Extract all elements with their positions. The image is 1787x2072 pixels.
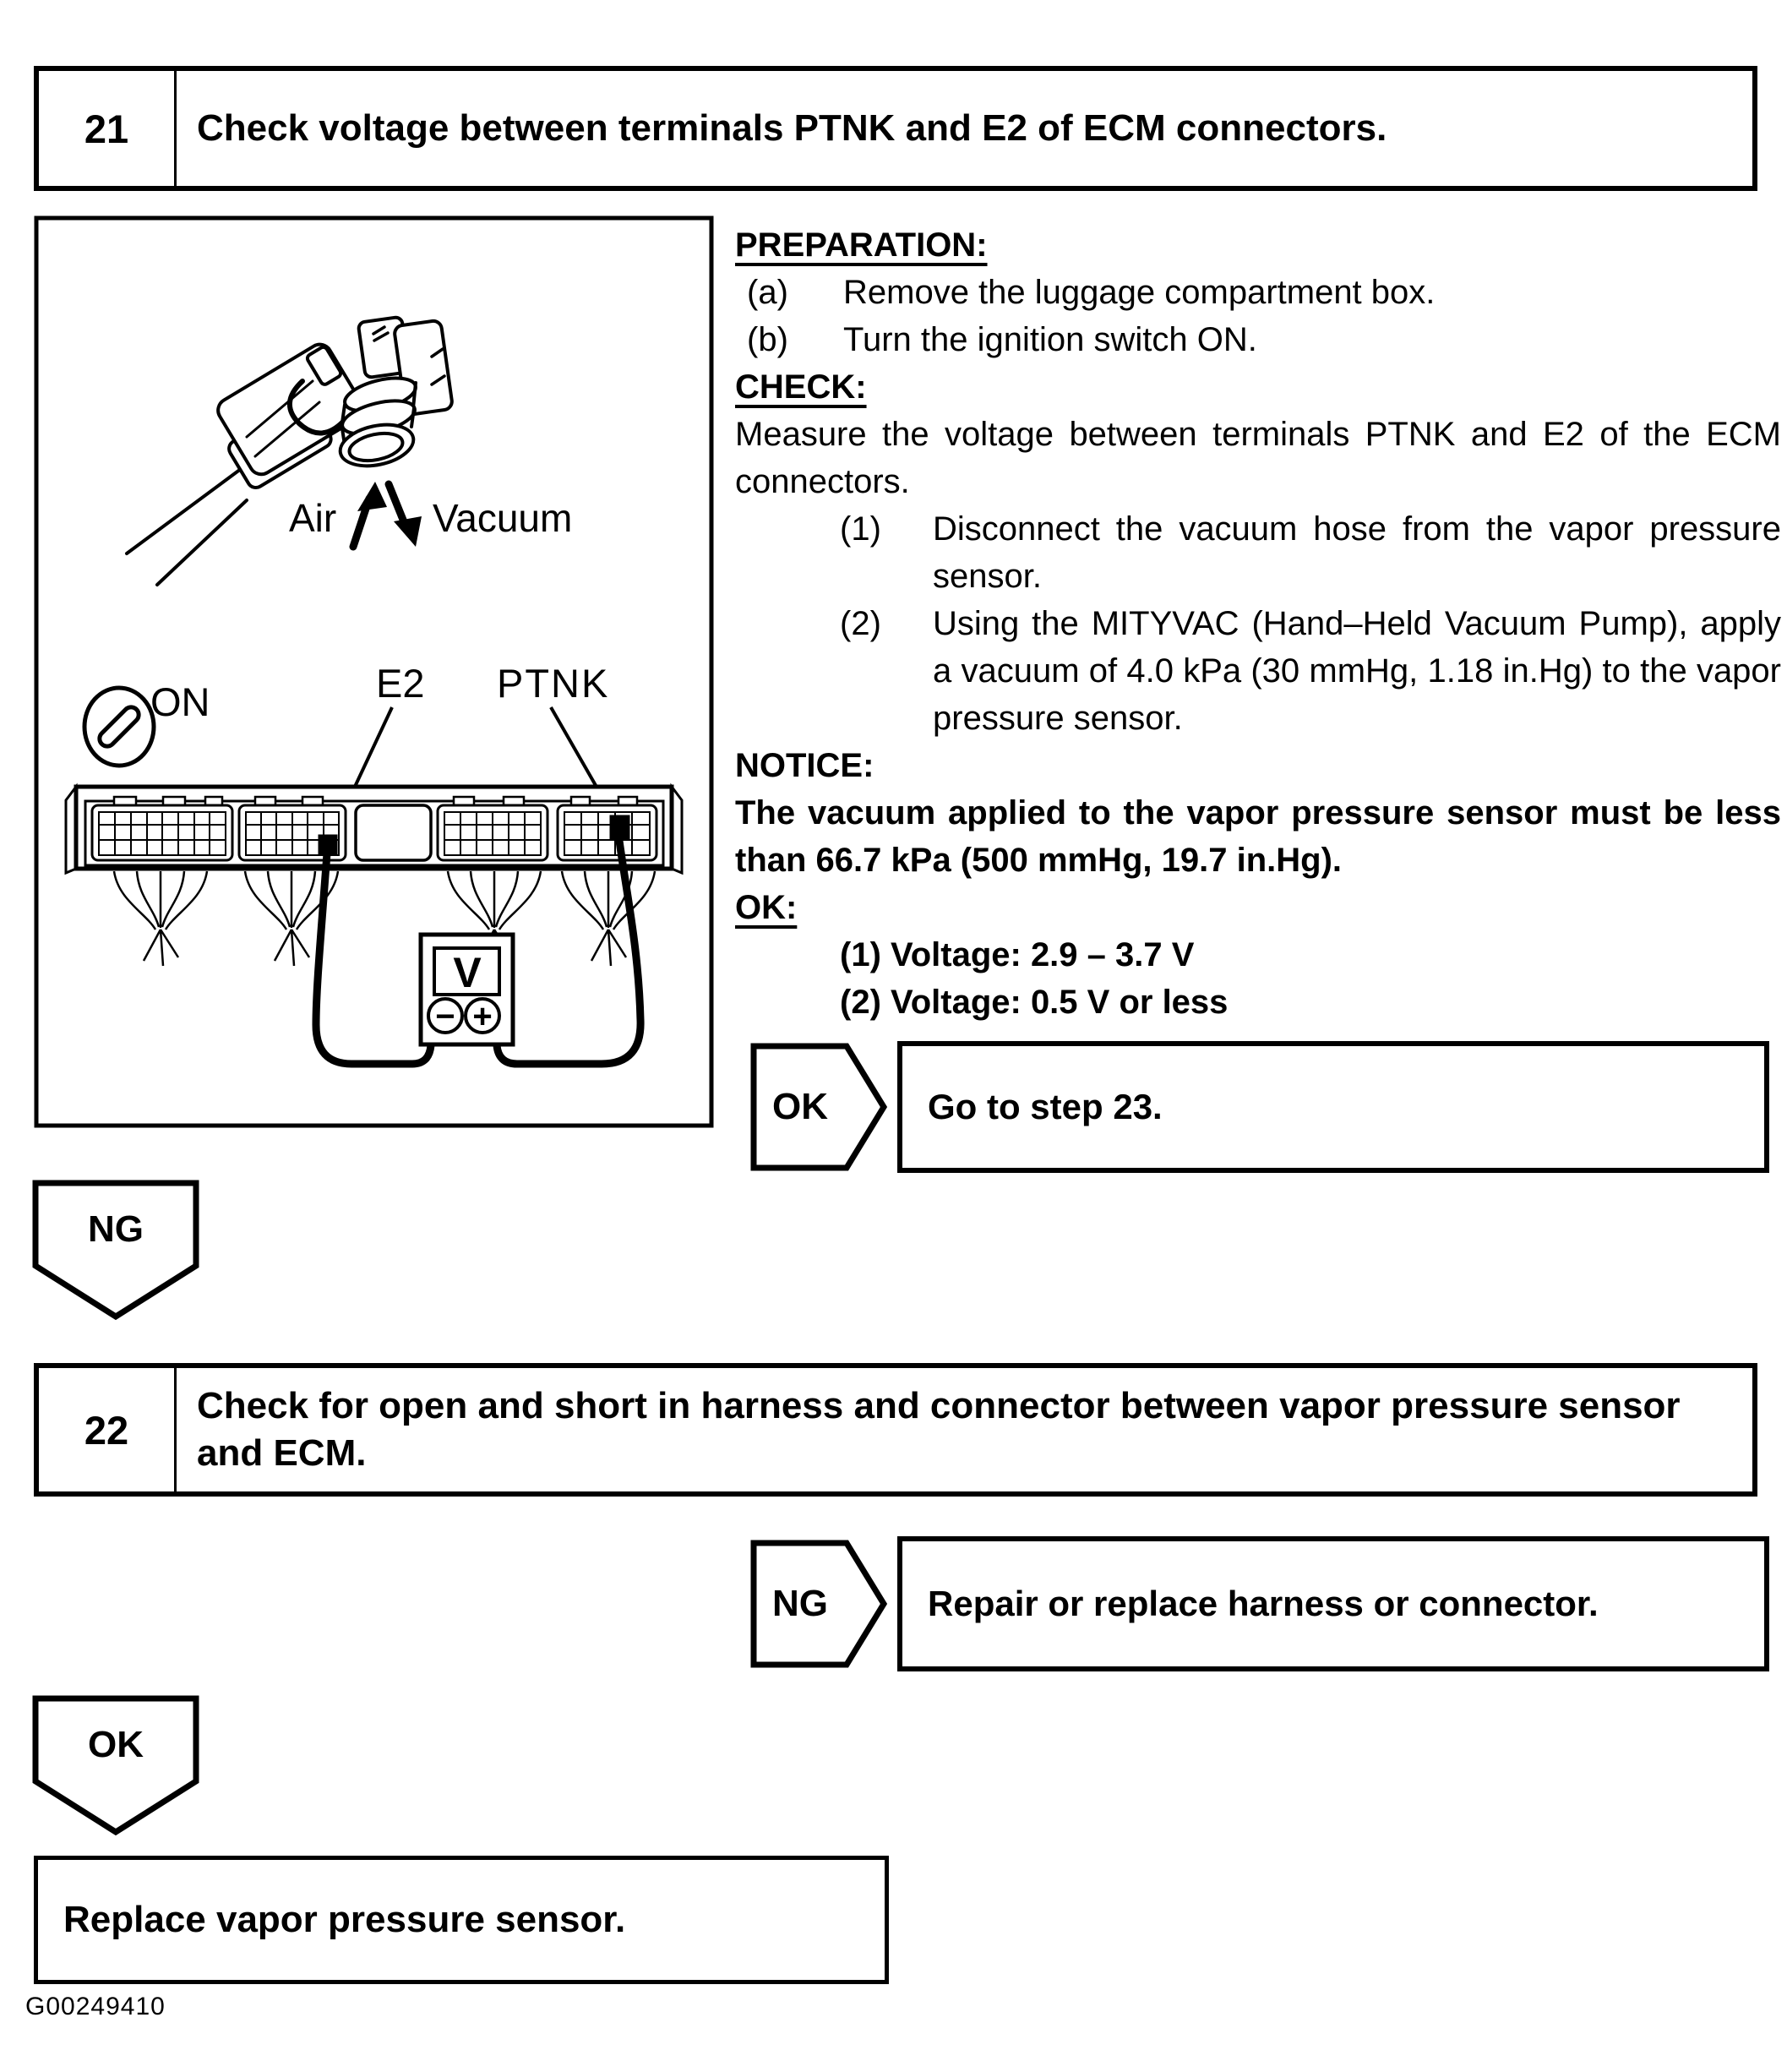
negative-terminal-glyph: − bbox=[435, 998, 455, 1035]
positive-terminal-glyph: + bbox=[472, 998, 493, 1035]
check-intro: Measure the voltage between terminals PTNK and E2 of the ECM connectors. bbox=[735, 416, 1781, 500]
ok-spec-item: (2) Voltage: 0.5 V or less bbox=[840, 984, 1229, 1021]
terminal-e2-label: E2 bbox=[376, 661, 425, 706]
preparation-item: (b) Turn the ignition switch ON. bbox=[747, 321, 1257, 358]
preparation-item: (a) Remove the luggage compartment box. bbox=[747, 274, 1436, 311]
connector-block bbox=[438, 797, 548, 860]
terminal-ptnk-label: PTNK bbox=[497, 661, 610, 706]
step-21-ok-result: Go to step 23. bbox=[897, 1041, 1769, 1173]
step-22-number: 22 bbox=[39, 1368, 177, 1491]
ignition-on-label: ON bbox=[150, 679, 210, 724]
connector-block bbox=[92, 797, 232, 860]
step-21-number: 21 bbox=[39, 71, 177, 186]
step-22-title: Check for open and short in harness and connector between vapor pressure sensor and ECM. bbox=[197, 1385, 1681, 1474]
step-21-header bbox=[34, 66, 1757, 191]
ecm-connector-diagram bbox=[34, 215, 714, 1128]
check-step: (1) Disconnect the vacuum hose from the vapor pressure sensor. bbox=[840, 510, 1781, 595]
step-22-ng-pentagon bbox=[750, 1540, 889, 1668]
ok-arrow-label: OK bbox=[772, 1086, 828, 1127]
vacuum-label: Vacuum bbox=[433, 496, 573, 540]
air-label: Air bbox=[289, 496, 337, 540]
voltmeter-display-label: V bbox=[453, 949, 482, 996]
notice-text: The vacuum applied to the vapor pressure sensor must be less than 66.7 kPa (500 mmHg, 19.7 in.Hg). bbox=[735, 794, 1781, 879]
ok-spec-item: (1) Voltage: 2.9 – 3.7 V bbox=[840, 936, 1195, 973]
check-step: (2) Using the MITYVAC (Hand–Held Vacuum Pump), apply a vacuum of 4.0 kPa (30 mmHg, 1.18 in.Hg) to the vapor pressure sensor. bbox=[840, 605, 1781, 737]
step-22-header bbox=[34, 1363, 1757, 1497]
ok-arrow-label: OK bbox=[88, 1724, 144, 1765]
ignition-on-symbol bbox=[84, 688, 154, 766]
final-action-box: Replace vapor pressure sensor. bbox=[34, 1856, 889, 1984]
ok-heading: OK: bbox=[735, 889, 798, 926]
connector-block bbox=[558, 797, 657, 860]
step-21-ok-pentagon bbox=[750, 1043, 889, 1171]
ng-arrow-label: NG bbox=[772, 1583, 828, 1624]
figure-code: G00249410 bbox=[25, 1993, 166, 2020]
notice-heading: NOTICE: bbox=[735, 747, 874, 784]
ng-arrow-label: NG bbox=[88, 1208, 144, 1250]
step-21-title: Check voltage between terminals PTNK and E2 of ECM connectors. bbox=[197, 107, 1387, 149]
step-22-ng-result: Repair or replace harness or connector. bbox=[897, 1536, 1769, 1671]
voltmeter bbox=[421, 935, 513, 1044]
step-21-ng-pentagon bbox=[32, 1180, 199, 1322]
step-22-ok-pentagon bbox=[32, 1695, 199, 1837]
ptnk-terminal-pin bbox=[610, 815, 629, 839]
ecm-connector-strip bbox=[66, 787, 682, 873]
procedure-column bbox=[735, 221, 1781, 1026]
connector-blank-cover bbox=[356, 805, 431, 860]
preparation-heading: PREPARATION: bbox=[735, 226, 988, 264]
check-heading: CHECK: bbox=[735, 368, 867, 406]
